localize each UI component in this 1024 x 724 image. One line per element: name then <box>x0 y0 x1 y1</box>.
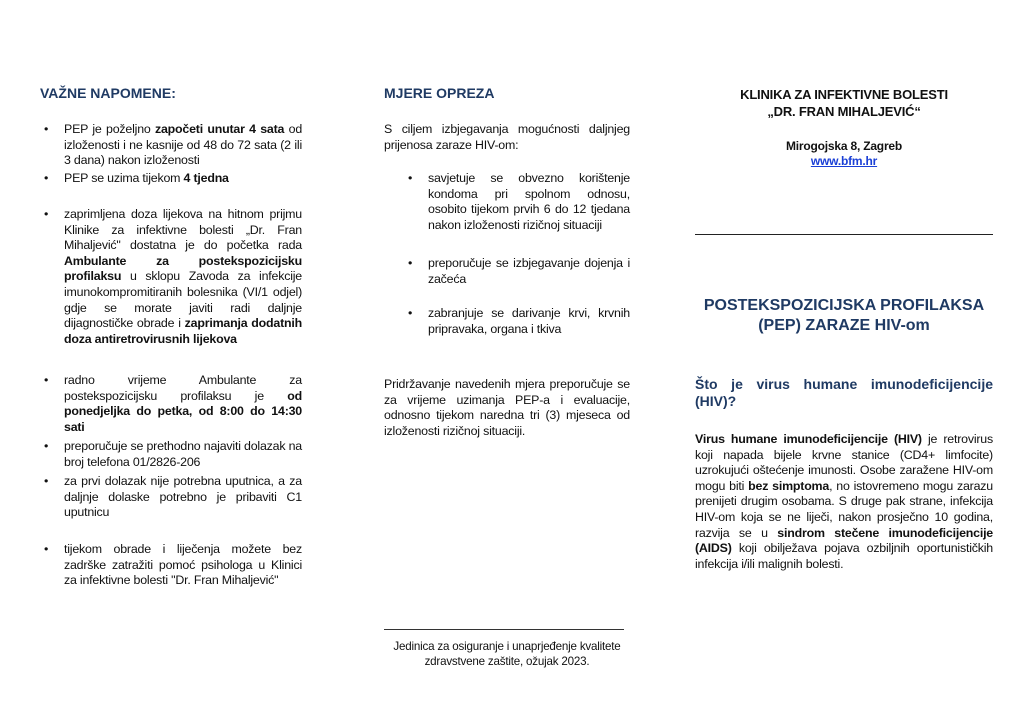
list-item <box>40 122 302 169</box>
list-item <box>40 542 302 589</box>
list-item <box>40 474 302 521</box>
desc-text: je retrovirus koji napada bijele krvne stanice (CD4+ limfocite) uzrokujući oštećenje imunosti. Osobe zaražene HIV-om mogu biti <box>695 432 993 493</box>
item-emphasis: započeti unutar 4 sata <box>154 122 285 136</box>
title-line: POSTEKSPOZICIJSKA PROFILAKSA <box>703 297 985 314</box>
clinic-name-line: „DR. FRAN MIHALJEVIĆ“ <box>767 104 921 119</box>
item-text: tijekom obrade i liječenja možete bez zadrške zatražiti pomoć psihologa u Klinici za infektivne bolesti "Dr. Fran Mihaljević" <box>64 542 302 588</box>
item-text: preporučuje se prethodno najaviti dolazak na broj telefona 01/2826-206 <box>64 439 302 469</box>
desc-emphasis: bez simptoma <box>748 478 830 493</box>
list-item: • preporučuje se izbjegavanje dojenja i začeća <box>404 256 630 287</box>
desc-emphasis: Virus humane imunodeficijencije (HIV) <box>695 432 922 446</box>
desc-emphasis: sindrom stečene imunodeficijencije (AIDS) <box>695 525 993 556</box>
important-notes-heading: VAŽNE NAPOMENE: <box>40 85 176 101</box>
list-item: • savjetuje se obvezno korištenje kondoma pri spolnom odnosu, osobito tijekom prvih 6 do 12 tjedana nakon izloženosti rizičnoj situaciji <box>404 171 630 233</box>
footer-credit <box>384 640 630 669</box>
title-line: (PEP) ZARAZE HIV-om <box>758 317 930 334</box>
desc-text: , no istovremeno mogu zarazu prenijeti drugim osobama. S druge pak strane, infekcija HIV-om koja se ne liječi, nakon prosječno 10 godina, razvija se u <box>695 478 993 540</box>
website-link[interactable]: www.bfm.hr <box>810 154 878 168</box>
clinic-name <box>695 86 993 120</box>
section-divider <box>695 234 993 235</box>
clinic-name-line: KLINIKA ZA INFEKTIVNE BOLESTI <box>740 87 948 102</box>
list-item <box>40 171 302 187</box>
list-item <box>40 207 302 347</box>
footer-line: zdravstvene zaštite, ožujak 2023. <box>424 654 590 668</box>
hiv-question-heading: Što je virus humane imunodeficijencije (HIV)? <box>695 376 993 409</box>
precautions-note: Pridržavanje navedenih mjera preporučuje se za vrijeme uzimanja PEP-a i evaluacije, odnosno tijekom naredna tri (3) mjeseca od izloženosti rizičnoj situaciji. <box>384 377 630 438</box>
item-text: radno vrijeme Ambulante za postekspozicijsku profilaksu je <box>64 373 302 403</box>
item-text: zaprimljena doza lijekova na hitnom prijmu Klinike za infektivne bolesti „Dr. Fran Mihaljević" dostatna je do početka rada <box>64 207 302 253</box>
item-text: u sklopu Zavoda za infekcije imunokompromitiranih bolesnika (VI/1 odjel) gdje se morate javiti radi daljnje dijagnostičke obrade i <box>64 269 302 331</box>
item-emphasis: od ponedjeljka do petka, od 8:00 do 14:30 sati <box>64 388 302 434</box>
list-item <box>40 373 302 435</box>
precautions-heading: MJERE OPREZA <box>384 85 495 101</box>
item-text: za prvi dolazak nije potrebna uputnica, a za daljnje dolaske potrebno je pribaviti C1 uputnicu <box>64 474 302 520</box>
item-emphasis: zaprimanja dodatnih doza antiretrovirusnih lijekova <box>64 316 302 346</box>
clinic-website <box>695 154 993 169</box>
brochure-title <box>695 296 993 336</box>
hiv-description <box>695 432 993 572</box>
desc-text: koji obilježava pojava ozbiljnih oportunističkih infekcija i/ili malignih bolesti. <box>695 541 993 571</box>
item-text: od izloženosti i ne kasnije od 48 do 72 sata (2 ili 3 dana) nakon izloženosti <box>64 122 303 168</box>
item-emphasis: 4 tjedna <box>183 171 229 185</box>
precautions-intro: S ciljem izbjegavanja mogućnosti daljnjeg prijenosa zaraze HIV-om: <box>384 122 630 152</box>
clinic-address: Mirogojska 8, Zagreb <box>785 139 903 153</box>
footer-divider <box>384 629 624 630</box>
list-item: • zabranjuje se darivanje krvi, krvnih pripravaka, organa i tkiva <box>404 306 630 337</box>
item-emphasis: Ambulante za postekspozicijsku profilaksu <box>64 253 302 284</box>
footer-line: Jedinica za osiguranje i unaprjeđenje kvalitete <box>393 640 621 653</box>
item-text: PEP je poželjno <box>64 122 155 136</box>
list-item <box>40 439 302 470</box>
item-text: PEP se uzima tijekom <box>64 171 184 185</box>
